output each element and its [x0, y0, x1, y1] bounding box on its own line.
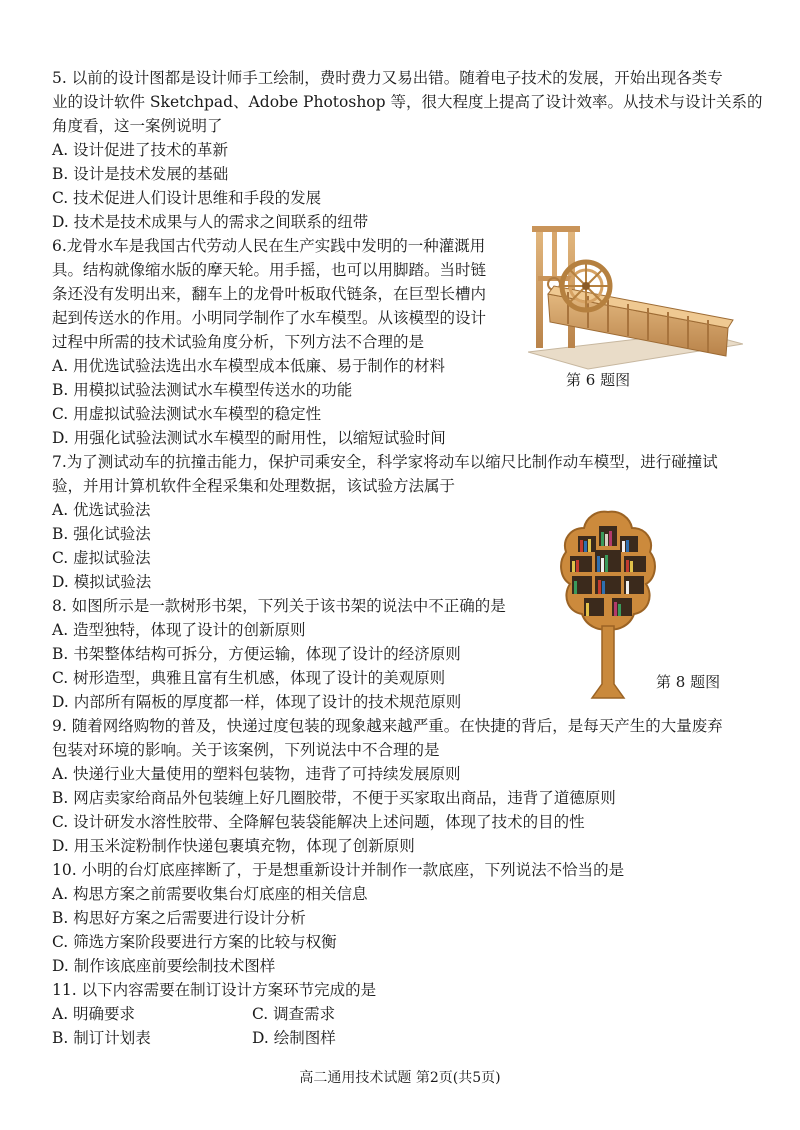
- figure-8-caption: 第 8 题图: [656, 673, 721, 691]
- tree-bookshelf-drawing: [558, 508, 658, 704]
- q7-option-b: B. 强化试验法: [52, 525, 151, 543]
- page-footer: 高二通用技术试题 第2页(共5页): [299, 1070, 501, 1086]
- q6-stem: 起到传送水的作用。小明同学制作了水车模型。从该模型的设计: [52, 309, 487, 327]
- q6-option-c: C. 用虚拟试验法测试水车模型的稳定性: [52, 405, 322, 423]
- q6-option-d: D. 用强化试验法测试水车模型的耐用性，以缩短试验时间: [52, 429, 446, 447]
- q11-option-a: A. 明确要求: [52, 1005, 136, 1023]
- tree-bookshelf-figure: [558, 508, 658, 704]
- q10-stem: 10. 小明的台灯底座摔断了，于是想重新设计并制作一款底座，下列说法不恰当的是: [52, 861, 625, 879]
- q10-option-b: B. 构思好方案之后需要进行设计分析: [52, 909, 306, 927]
- q8-option-c: C. 树形造型，典雅且富有生机感，体现了设计的美观原则: [52, 669, 446, 687]
- water-wheel-figure: [528, 224, 743, 374]
- q5-option-b: B. 设计是技术发展的基础: [52, 165, 229, 183]
- q10-option-a: A. 构思方案之前需要收集台灯底座的相关信息: [52, 885, 368, 903]
- q10-option-d: D. 制作该底座前要绘制技术图样: [52, 957, 276, 975]
- figure-6-caption: 第 6 题图: [566, 371, 631, 389]
- q5-stem: 5. 以前的设计图都是设计师手工绘制，费时费力又易出错。随着电子技术的发展，开始出现各类专: [52, 69, 723, 87]
- q6-option-b: B. 用模拟试验法测试水车模型传送水的功能: [52, 381, 353, 399]
- q8-option-b: B. 书架整体结构可拆分，方便运输，体现了设计的经济原则: [52, 645, 461, 663]
- q5-option-a: A. 设计促进了技术的革新: [52, 141, 229, 159]
- q6-stem: 6.龙骨水车是我国古代劳动人民在生产实践中发明的一种灌溉用: [52, 237, 486, 255]
- q9-stem: 9. 随着网络购物的普及，快递过度包装的现象越来越严重。在快捷的背后，是每天产生的大量废弃: [52, 717, 723, 735]
- q7-stem: 验，并用计算机软件全程采集和处理数据，该试验方法属于: [52, 477, 456, 495]
- q9-option-c: C. 设计研发水溶性胶带、全降解包装袋能解决上述问题，体现了技术的目的性: [52, 813, 585, 831]
- q5-stem: 业的设计软件 Sketchpad、Adobe Photoshop 等，很大程度上提高了设计效率。从技术与设计关系的: [52, 93, 763, 111]
- q7-option-a: A. 优选试验法: [52, 501, 151, 519]
- q6-option-a: A. 用优选试验法选出水车模型成本低廉、易于制作的材料: [52, 357, 446, 375]
- q10-option-c: C. 筛选方案阶段要进行方案的比较与权衡: [52, 933, 337, 951]
- q8-option-a: A. 造型独特，体现了设计的创新原则: [52, 621, 306, 639]
- q9-stem: 包装对环境的影响。关于该案例，下列说法中不合理的是: [52, 741, 440, 759]
- q9-option-b: B. 网店卖家给商品外包装缠上好几圈胶带，不便于买家取出商品，违背了道德原则: [52, 789, 616, 807]
- q11-stem: 11. 以下内容需要在制订设计方案环节完成的是: [52, 981, 377, 999]
- q6-stem: 具。结构就像缩水版的摩天轮。用手摇，也可以用脚踏。当时链: [52, 261, 487, 279]
- q6-stem: 条还没有发明出来，翻车上的龙骨叶板取代链条，在巨型长槽内: [52, 285, 487, 303]
- q5-stem: 角度看，这一案例说明了: [52, 117, 223, 135]
- q5-option-c: C. 技术促进人们设计思维和手段的发展: [52, 189, 322, 207]
- q11-option-b: B. 制订计划表: [52, 1029, 151, 1047]
- water-wheel-drawing: [528, 224, 743, 374]
- q11-option-d: D. 绘制图样: [252, 1029, 336, 1047]
- q11-option-c: C. 调查需求: [252, 1005, 336, 1023]
- q9-option-d: D. 用玉米淀粉制作快递包裹填充物，体现了创新原则: [52, 837, 415, 855]
- q7-option-c: C. 虚拟试验法: [52, 549, 151, 567]
- q7-option-d: D. 模拟试验法: [52, 573, 152, 591]
- q9-option-a: A. 快递行业大量使用的塑料包装物，违背了可持续发展原则: [52, 765, 461, 783]
- q7-stem: 7.为了测试动车的抗撞击能力，保护司乘安全，科学家将动车以缩尺比制作动车模型，进行碰撞试: [52, 453, 718, 471]
- q5-option-d: D. 技术是技术成果与人的需求之间联系的纽带: [52, 213, 369, 231]
- q8-stem: 8. 如图所示是一款树形书架，下列关于该书架的说法中不正确的是: [52, 597, 506, 615]
- q8-option-d: D. 内部所有隔板的厚度都一样，体现了设计的技术规范原则: [52, 693, 462, 711]
- q6-stem: 过程中所需的技术试验角度分析，下列方法不合理的是: [52, 333, 425, 351]
